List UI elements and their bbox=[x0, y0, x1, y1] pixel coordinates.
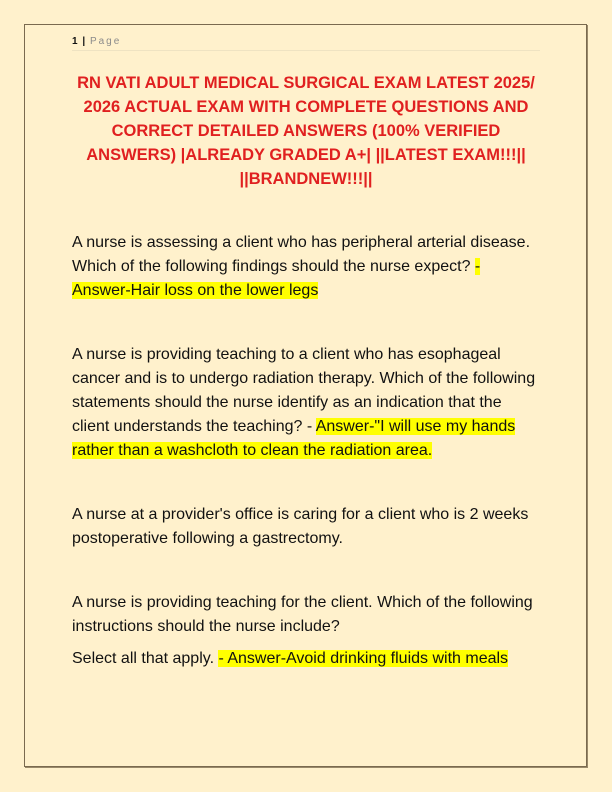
document-title: RN VATI ADULT MEDICAL SURGICAL EXAM LATEST 2025/ 2026 ACTUAL EXAM WITH COMPLETE QUESTIONS AND CORRECT DETAILED ANSWERS (100% VERIFIED ANSWERS) |ALREADY GRADED A+| ||LATEST EXAM!!!|| ||BRANDNEW!!!|| bbox=[77, 74, 535, 188]
page-number: 1 bbox=[72, 36, 78, 47]
question-text: A nurse at a provider's office is caring for a client who is 2 weeks postoperative following a gastrectomy. bbox=[72, 506, 529, 547]
question-2 bbox=[72, 343, 542, 463]
followup-text: Select all that apply. bbox=[72, 650, 219, 667]
page-header bbox=[72, 36, 540, 51]
question-3 bbox=[72, 503, 542, 551]
question-4 bbox=[72, 591, 542, 639]
answer-highlight: Answer-"I will use my hands rather than a washcloth to clean the radiation area. bbox=[72, 418, 516, 459]
document-body bbox=[72, 231, 542, 671]
question-text: A nurse is providing teaching for the client. Which of the following instructions should the nurse include? bbox=[72, 594, 533, 635]
answer-prefix: - bbox=[306, 418, 316, 435]
question-4-followup bbox=[72, 647, 542, 671]
question-text: A nurse is providing teaching to a client who has esophageal cancer and is to undergo radiation therapy. Which of the following statements should the nurse identify as an indication that the client understands the teaching? bbox=[72, 346, 536, 435]
page-label: Page bbox=[89, 36, 122, 47]
answer-highlight: - Answer-Hair loss on the lower legs bbox=[72, 258, 481, 299]
question-1 bbox=[72, 231, 542, 303]
question-text: A nurse is assessing a client who has peripheral arterial disease. Which of the following findings should the nurse expect? bbox=[72, 234, 531, 275]
header-separator: | bbox=[82, 36, 86, 47]
answer-highlight: - Answer-Avoid drinking fluids with meals bbox=[218, 650, 509, 667]
